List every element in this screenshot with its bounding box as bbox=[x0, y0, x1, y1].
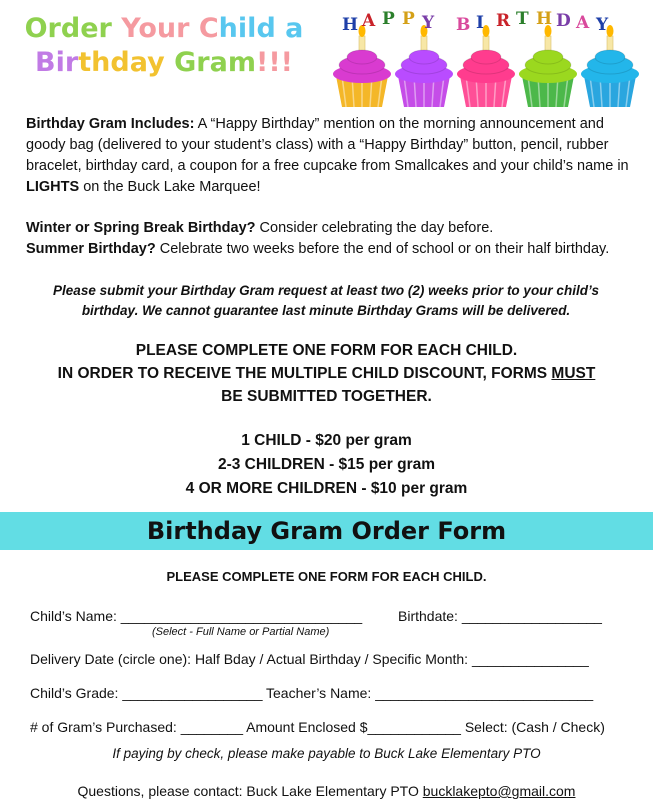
title-line-2 bbox=[14, 46, 314, 80]
title-line-1-letter: h bbox=[218, 13, 238, 44]
title-line-2-letter: r bbox=[64, 47, 79, 78]
complete-line-1: PLEASE COMPLETE ONE FORM FOR EACH CHILD. bbox=[135, 342, 518, 359]
delivery-date-field[interactable]: Delivery Date (circle one): Half Bday / Actual Birthday / Specific Month: _______________ bbox=[30, 651, 589, 667]
title-line-1-letter: e bbox=[80, 13, 99, 44]
includes-paragraph bbox=[26, 114, 636, 198]
summer-line bbox=[26, 239, 646, 260]
frosting-top bbox=[533, 50, 563, 64]
title-line-1-letter: C bbox=[198, 13, 219, 44]
title-line-2-letter: m bbox=[227, 47, 256, 78]
price-4-plus-children: 4 OR MORE CHILDREN - $10 per gram bbox=[185, 480, 468, 497]
order-form-banner bbox=[0, 512, 653, 550]
price-2-3-children: 2-3 CHILDREN - $15 per gram bbox=[217, 456, 436, 473]
check-payable-note: If paying by check, please make payable to Buck Lake Elementary PTO bbox=[112, 746, 541, 761]
banner-letter: H bbox=[342, 15, 359, 35]
title-line-2-letter: ! bbox=[255, 47, 269, 78]
banner-letter: Y bbox=[596, 15, 609, 35]
questions-contact bbox=[0, 782, 653, 800]
title-line-2-letter: ! bbox=[268, 47, 281, 78]
title-line-1-letter: l bbox=[247, 13, 257, 44]
child-grade-field[interactable]: Child’s Grade: __________________ bbox=[30, 685, 263, 701]
banner-letter: T bbox=[516, 9, 529, 29]
banner-letter: A bbox=[576, 13, 590, 33]
includes-text-b: on the Buck Lake Marquee! bbox=[79, 179, 261, 195]
summer-text: Celebrate two weeks before the end of school or on their half birthday. bbox=[155, 241, 610, 257]
complete-line-3: BE SUBMITTED TOGETHER. bbox=[221, 388, 432, 405]
title-line-1-letter: O bbox=[24, 13, 48, 44]
banner-letter: R bbox=[496, 11, 511, 31]
cupcakes-illustration bbox=[330, 8, 646, 110]
includes-text-a: A “Happy Birthday” mention on the morning announcement and goody bag (delivered to your student’s class) with a “Happy Birthday” button, pencil, rubber bracelet, birthday card, a coupon for a free cupcake from Smallcakes and your child’s name in bbox=[26, 116, 629, 174]
title-line-2-letter: d bbox=[110, 47, 130, 78]
contact-email-link[interactable]: bucklakepto@gmail.com bbox=[422, 783, 576, 799]
includes-lights: LIGHTS bbox=[26, 179, 80, 195]
title-line-1-letter: r bbox=[176, 13, 190, 44]
title-line-1-letter: r bbox=[47, 13, 61, 44]
title-line-2-letter: a bbox=[129, 47, 148, 78]
winter-line bbox=[26, 218, 646, 239]
banner-letter: D bbox=[556, 11, 571, 31]
title-line-2-letter: G bbox=[174, 47, 197, 78]
title-line-1-letter: r bbox=[98, 13, 112, 44]
banner-letter: H bbox=[536, 9, 553, 29]
title-line-2-letter: h bbox=[91, 47, 111, 78]
title-line-2-letter: r bbox=[196, 47, 210, 78]
title-line-2-letter bbox=[165, 47, 174, 78]
price-1-child: 1 CHILD - $20 per gram bbox=[241, 432, 412, 449]
complete-line-2-text: IN ORDER TO RECEIVE THE MULTIPLE CHILD DISCOUNT, FORMS bbox=[57, 365, 552, 382]
frosting-top bbox=[595, 50, 625, 64]
order-form-title: Birthday Gram Order Form bbox=[146, 517, 507, 545]
title-line-2-letter: i bbox=[55, 47, 65, 78]
title-line-1 bbox=[14, 12, 314, 46]
includes-label: Birthday Gram Includes: bbox=[26, 116, 195, 132]
frosting-top bbox=[347, 50, 377, 64]
questions-text: Questions, please contact: Buck Lake Elementary PTO bbox=[77, 783, 423, 799]
title-line-1-letter: o bbox=[138, 13, 157, 44]
submission-notice: Please submit your Birthday Gram request at least two (2) weeks prior to your child’s birthday. We cannot guarantee last minute Birthday Grams will be delivered. bbox=[53, 283, 599, 318]
title-line-1-letter bbox=[112, 13, 121, 44]
title-line-1-letter: d bbox=[60, 13, 81, 44]
banner-letter: Y bbox=[422, 13, 435, 33]
child-name-field[interactable]: Child’s Name: _______________________________ bbox=[30, 608, 363, 624]
winter-label: Winter or Spring Break Birthday? bbox=[26, 220, 256, 236]
banner-letter: B bbox=[456, 15, 471, 35]
banner-letter: P bbox=[402, 9, 415, 29]
grams-purchased-field[interactable]: # of Gram’s Purchased: ________ Amount Enclosed $____________ Select: (Cash / Check) bbox=[30, 719, 605, 735]
title-line-2-letter: y bbox=[147, 47, 165, 78]
complete-must: MUST bbox=[551, 365, 596, 382]
title-line-1-letter: u bbox=[156, 13, 177, 44]
title-line-1-letter bbox=[189, 13, 198, 44]
complete-notice bbox=[14, 339, 639, 408]
complete-line-2 bbox=[14, 362, 639, 385]
title-line-2-letter: ! bbox=[280, 47, 293, 78]
title-line-2-letter: B bbox=[35, 47, 56, 78]
banner-letter: P bbox=[382, 9, 395, 29]
frosting-top bbox=[471, 50, 501, 64]
name-hint: (Select - Full Name or Partial Name) bbox=[152, 626, 330, 638]
title-line-2-letter: t bbox=[78, 47, 92, 78]
pricing-list bbox=[14, 429, 639, 501]
title-line-2-letter: a bbox=[209, 47, 228, 78]
title-line-1-letter bbox=[276, 13, 285, 44]
banner-letter: I bbox=[476, 13, 484, 33]
title-line-1-letter: Y bbox=[121, 13, 139, 44]
form-subtitle: PLEASE COMPLETE ONE FORM FOR EACH CHILD. bbox=[166, 569, 487, 584]
title-line-1-letter: a bbox=[285, 13, 304, 44]
page-title bbox=[14, 12, 314, 80]
banner-letter: A bbox=[362, 11, 376, 31]
title-line-1-letter: i bbox=[237, 13, 248, 44]
birthdate-field[interactable]: Birthdate: __________________ bbox=[398, 608, 602, 624]
summer-label: Summer Birthday? bbox=[26, 241, 156, 257]
winter-text: Consider celebrating the day before. bbox=[255, 220, 494, 236]
title-line-1-letter: d bbox=[256, 13, 276, 44]
cupcakes-svg bbox=[330, 8, 646, 110]
frosting-top bbox=[409, 50, 439, 64]
teacher-name-field[interactable]: Teacher’s Name: ____________________________ bbox=[266, 685, 594, 701]
